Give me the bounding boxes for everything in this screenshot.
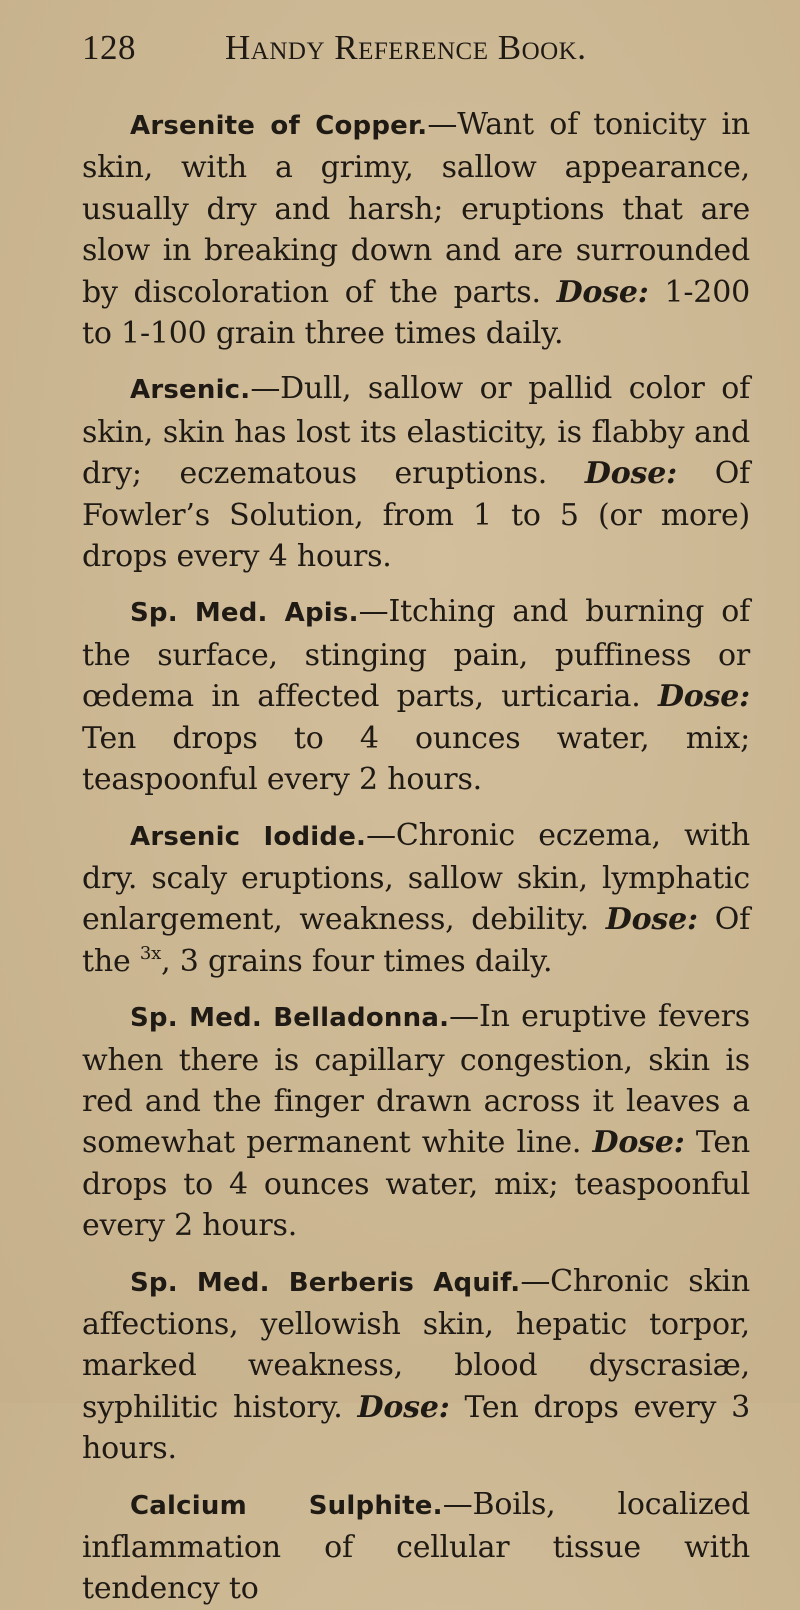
remedy-entries — [82, 104, 750, 1610]
remedy-entry-apis — [82, 591, 750, 800]
remedy-description: —Dull, sallow or pallid color of skin, skin has lost its elasticity, is flabby and dry; eczematous eruptions. — [82, 371, 750, 492]
remedy-entry-calcium-sulphite — [82, 1484, 750, 1610]
dose-text: Ten drops to 4 ounces water, mix; teaspoonful every 2 hours. — [82, 720, 750, 798]
remedy-description: —Chronic skin affections, yellowish skin, hepatic torpor, marked weakness, blood dyscrasiæ, syphilitic history. — [82, 1263, 750, 1425]
page-number: 128 — [82, 28, 136, 67]
remedy-entry-arsenic-iodide — [82, 815, 750, 983]
remedy-name: Sp. Med. Apis. — [130, 598, 359, 629]
dose-text: Of the — [82, 902, 750, 979]
dose-text: Ten drops every 3 hours. — [82, 1389, 750, 1467]
running-title: Handy Reference Book. — [225, 28, 587, 67]
remedy-description: —Itching and burning of the surface, stinging pain, puffiness or œdema in affected parts, urticaria. — [82, 594, 750, 715]
remedy-description: —Want of tonicity in skin, with a grimy, sallow appearance, usually dry and harsh; eruptions that are slow in breaking down and are surrounded by discoloration of the parts. — [82, 107, 750, 310]
remedy-description: —Chronic eczema, with dry. scaly eruptions, sallow skin, lymphatic enlargement, weakness, debility. — [82, 817, 751, 938]
remedy-description: —Boils, localized inflammation of cellular tissue with tendency to — [82, 1486, 750, 1607]
remedy-entry-belladonna — [82, 996, 750, 1246]
potency-superscript: 3x — [139, 942, 162, 964]
page-header — [82, 28, 750, 90]
dose-label: Dose: — [584, 456, 677, 492]
remedy-entry-berberis-aquif — [82, 1261, 750, 1470]
remedy-description: —In eruptive fevers when there is capillary congestion, skin is red and the finger drawn across it leaves a somewhat permanent white line. — [82, 999, 750, 1161]
remedy-name: Arsenic. — [130, 375, 251, 406]
dose-label: Dose: — [605, 902, 698, 938]
dose-text: Of Fowler’s Solution, from 1 to 5 (or more) drops every 4 hours. — [82, 456, 750, 575]
dose-label: Dose: — [556, 274, 649, 310]
remedy-entry-arsenite-of-copper — [82, 104, 750, 354]
dose-label: Dose: — [592, 1125, 685, 1161]
dose-label: Dose: — [657, 679, 751, 715]
remedy-name: Sp. Med. Berberis Aquif. — [130, 1267, 521, 1298]
remedy-name: Arsenic Iodide. — [130, 821, 367, 852]
dose-text: 1-200 to 1-100 grain three times daily. — [82, 274, 750, 352]
remedy-name: Sp. Med. Belladonna. — [130, 1003, 450, 1034]
dose-label: Dose: — [357, 1389, 450, 1425]
remedy-name: Arsenite of Copper. — [130, 111, 428, 141]
remedy-entry-arsenic — [82, 368, 750, 577]
remedy-name: Calcium Sulphite. — [130, 1490, 443, 1521]
dose-text: Ten drops to 4 ounces water, mix; teaspoonful every 2 hours. — [82, 1125, 751, 1244]
dose-text-end: , 3 grains four times daily. — [161, 943, 553, 979]
